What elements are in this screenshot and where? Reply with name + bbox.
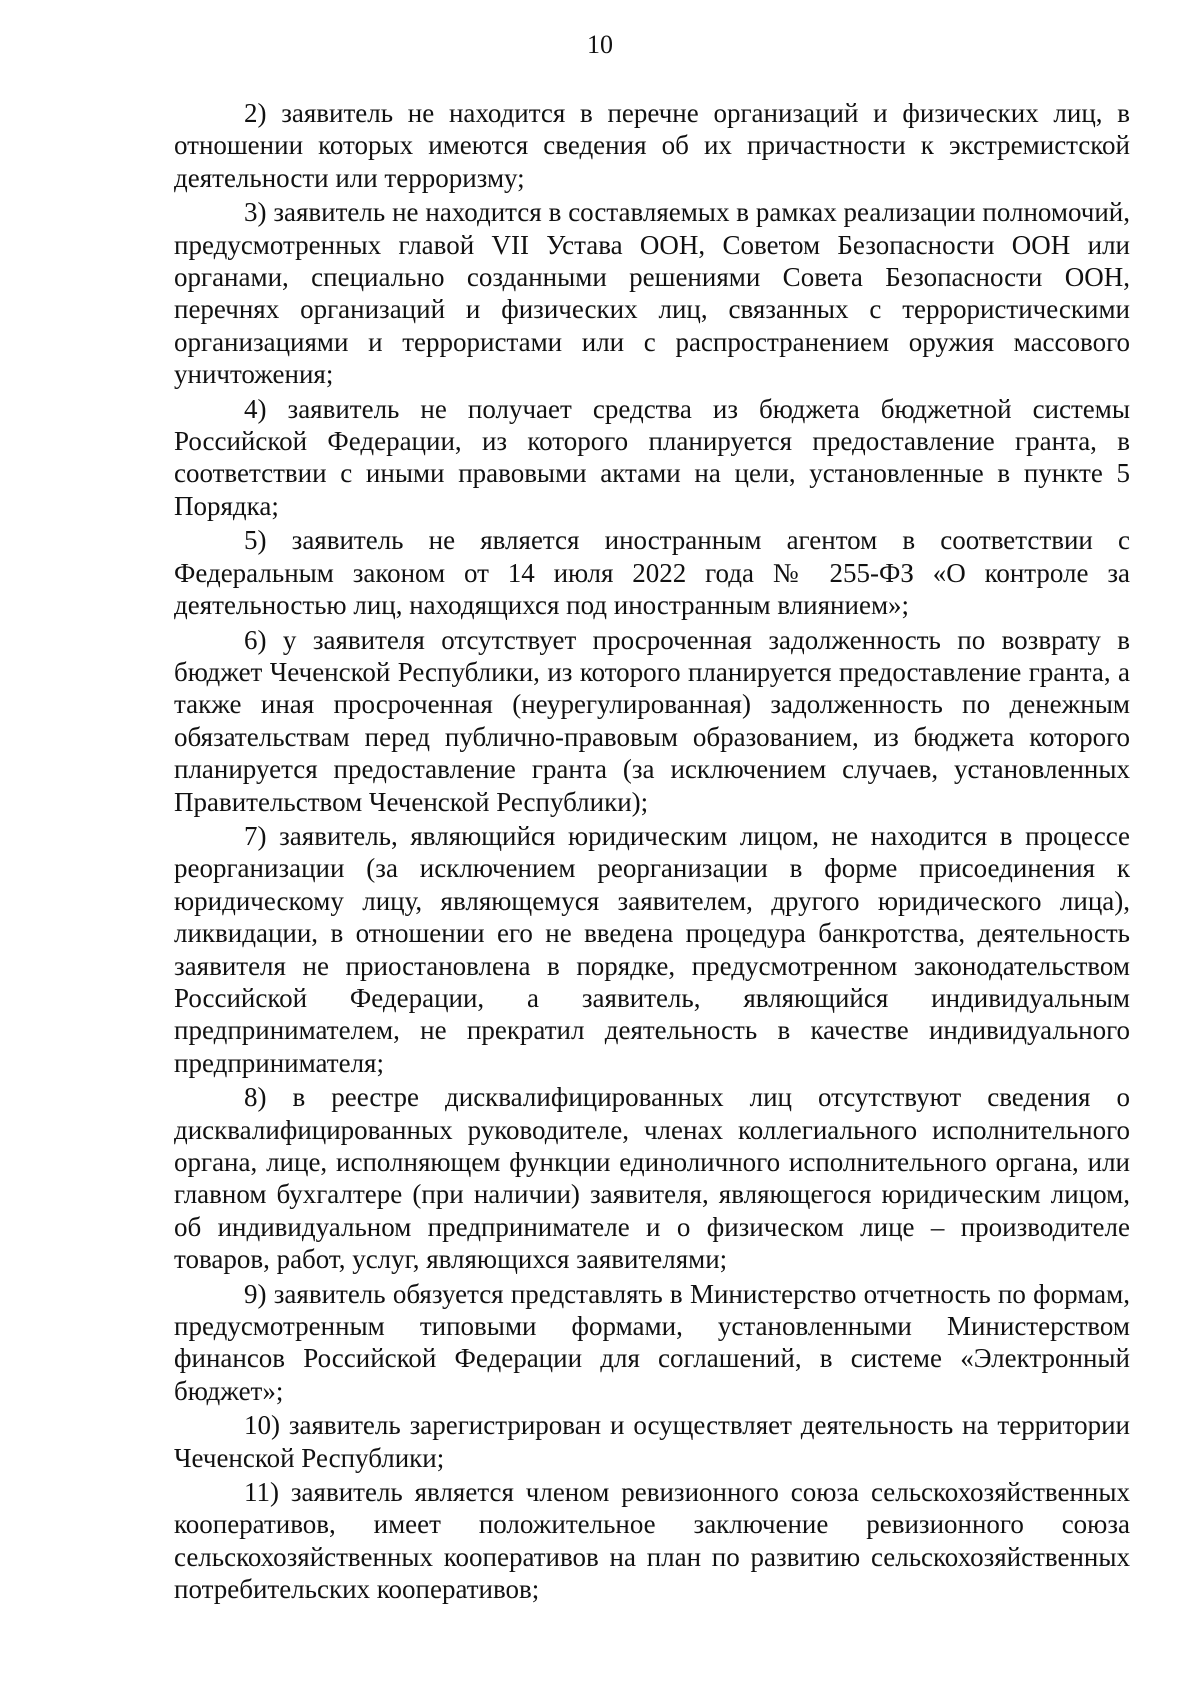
list-item-4: 4) заявитель не получает средства из бюджета бюджетной системы Российской Федерации, из которого планируется предоставление гранта, в соответствии с иными правовыми актами на цели, установленные в пункте 5 Порядка; (174, 393, 1130, 521)
document-body (174, 97, 1130, 1606)
list-item-5: 5) заявитель не является иностранным агентом в соответствии с Федеральным законом от 14 июля 2022 года № 255-ФЗ «О контроле за деятельностью лиц, находящихся под иностранным влиянием»; (174, 525, 1130, 621)
list-item-11: 11) заявитель является членом ревизионного союза сельскохозяйственных кооперативов, имеет положительное заключение ревизионного союза сельскохозяйственных кооперативов на план по развитию сельскохозяйственных потребительских кооперативов; (174, 1477, 1130, 1605)
list-item-3: 3) заявитель не находится в составляемых в рамках реализации полномочий, предусмотренных главой VII Устава ООН, Советом Безопасности ООН или органами, специально созданными решениями Совета Безопасности ООН, перечнях организаций и физических лиц, связанных с террористическими организациями и террористами или с распространением оружия массового уничтожения; (174, 197, 1130, 390)
list-item-6: 6) у заявителя отсутствует просроченная задолженность по возврату в бюджет Чеченской Республики, из которого планируется предоставление гранта, а также иная просроченная (неурегулированная) задолженность по денежным обязательствам перед публично-правовым образованием, из бюджета которого планируется предоставление гранта (за исключением случаев, установленных Правительством Чеченской Республики); (174, 624, 1130, 817)
list-item-2: 2) заявитель не находится в перечне организаций и физических лиц, в отношении которых имеются сведения об их причастности к экстремистской деятельности или терроризму; (174, 98, 1130, 193)
page-number: 10 (587, 30, 613, 59)
list-item-8: 8) в реестре дисквалифицированных лиц отсутствуют сведения о дисквалифицированных руководителе, членах коллегиального исполнительного органа, лице, исполняющем функции единоличного исполнительного органа, или главном бухгалтере (при наличии) заявителя, являющегося юридическим лицом, об индивидуальном предпринимателе и о физическом лице – производителе товаров, работ, услуг, являющихся заявителями; (174, 1082, 1130, 1275)
list-item-7: 7) заявитель, являющийся юридическим лицом, не находится в процессе реорганизации (за исключением реорганизации в форме присоединения к юридическому лицу, являющемуся заявителем, другого юридического лица), ликвидации, в отношении его не введена процедура банкротства, деятельность заявителя не приостановлена в порядке, предусмотренном законодательством Российской Федерации, а заявитель, являющийся индивидуальным предпринимателем, не прекратил деятельность в качестве индивидуального предпринимателя; (174, 820, 1130, 1078)
list-item-9: 9) заявитель обязуется представлять в Министерство отчетность по формам, предусмотренным типовыми формами, установленными Министерством финансов Российской Федерации для соглашений, в системе «Электронный бюджет»; (174, 1278, 1130, 1406)
list-item-10: 10) заявитель зарегистрирован и осуществляет деятельность на территории Чеченской Республики; (174, 1410, 1130, 1473)
